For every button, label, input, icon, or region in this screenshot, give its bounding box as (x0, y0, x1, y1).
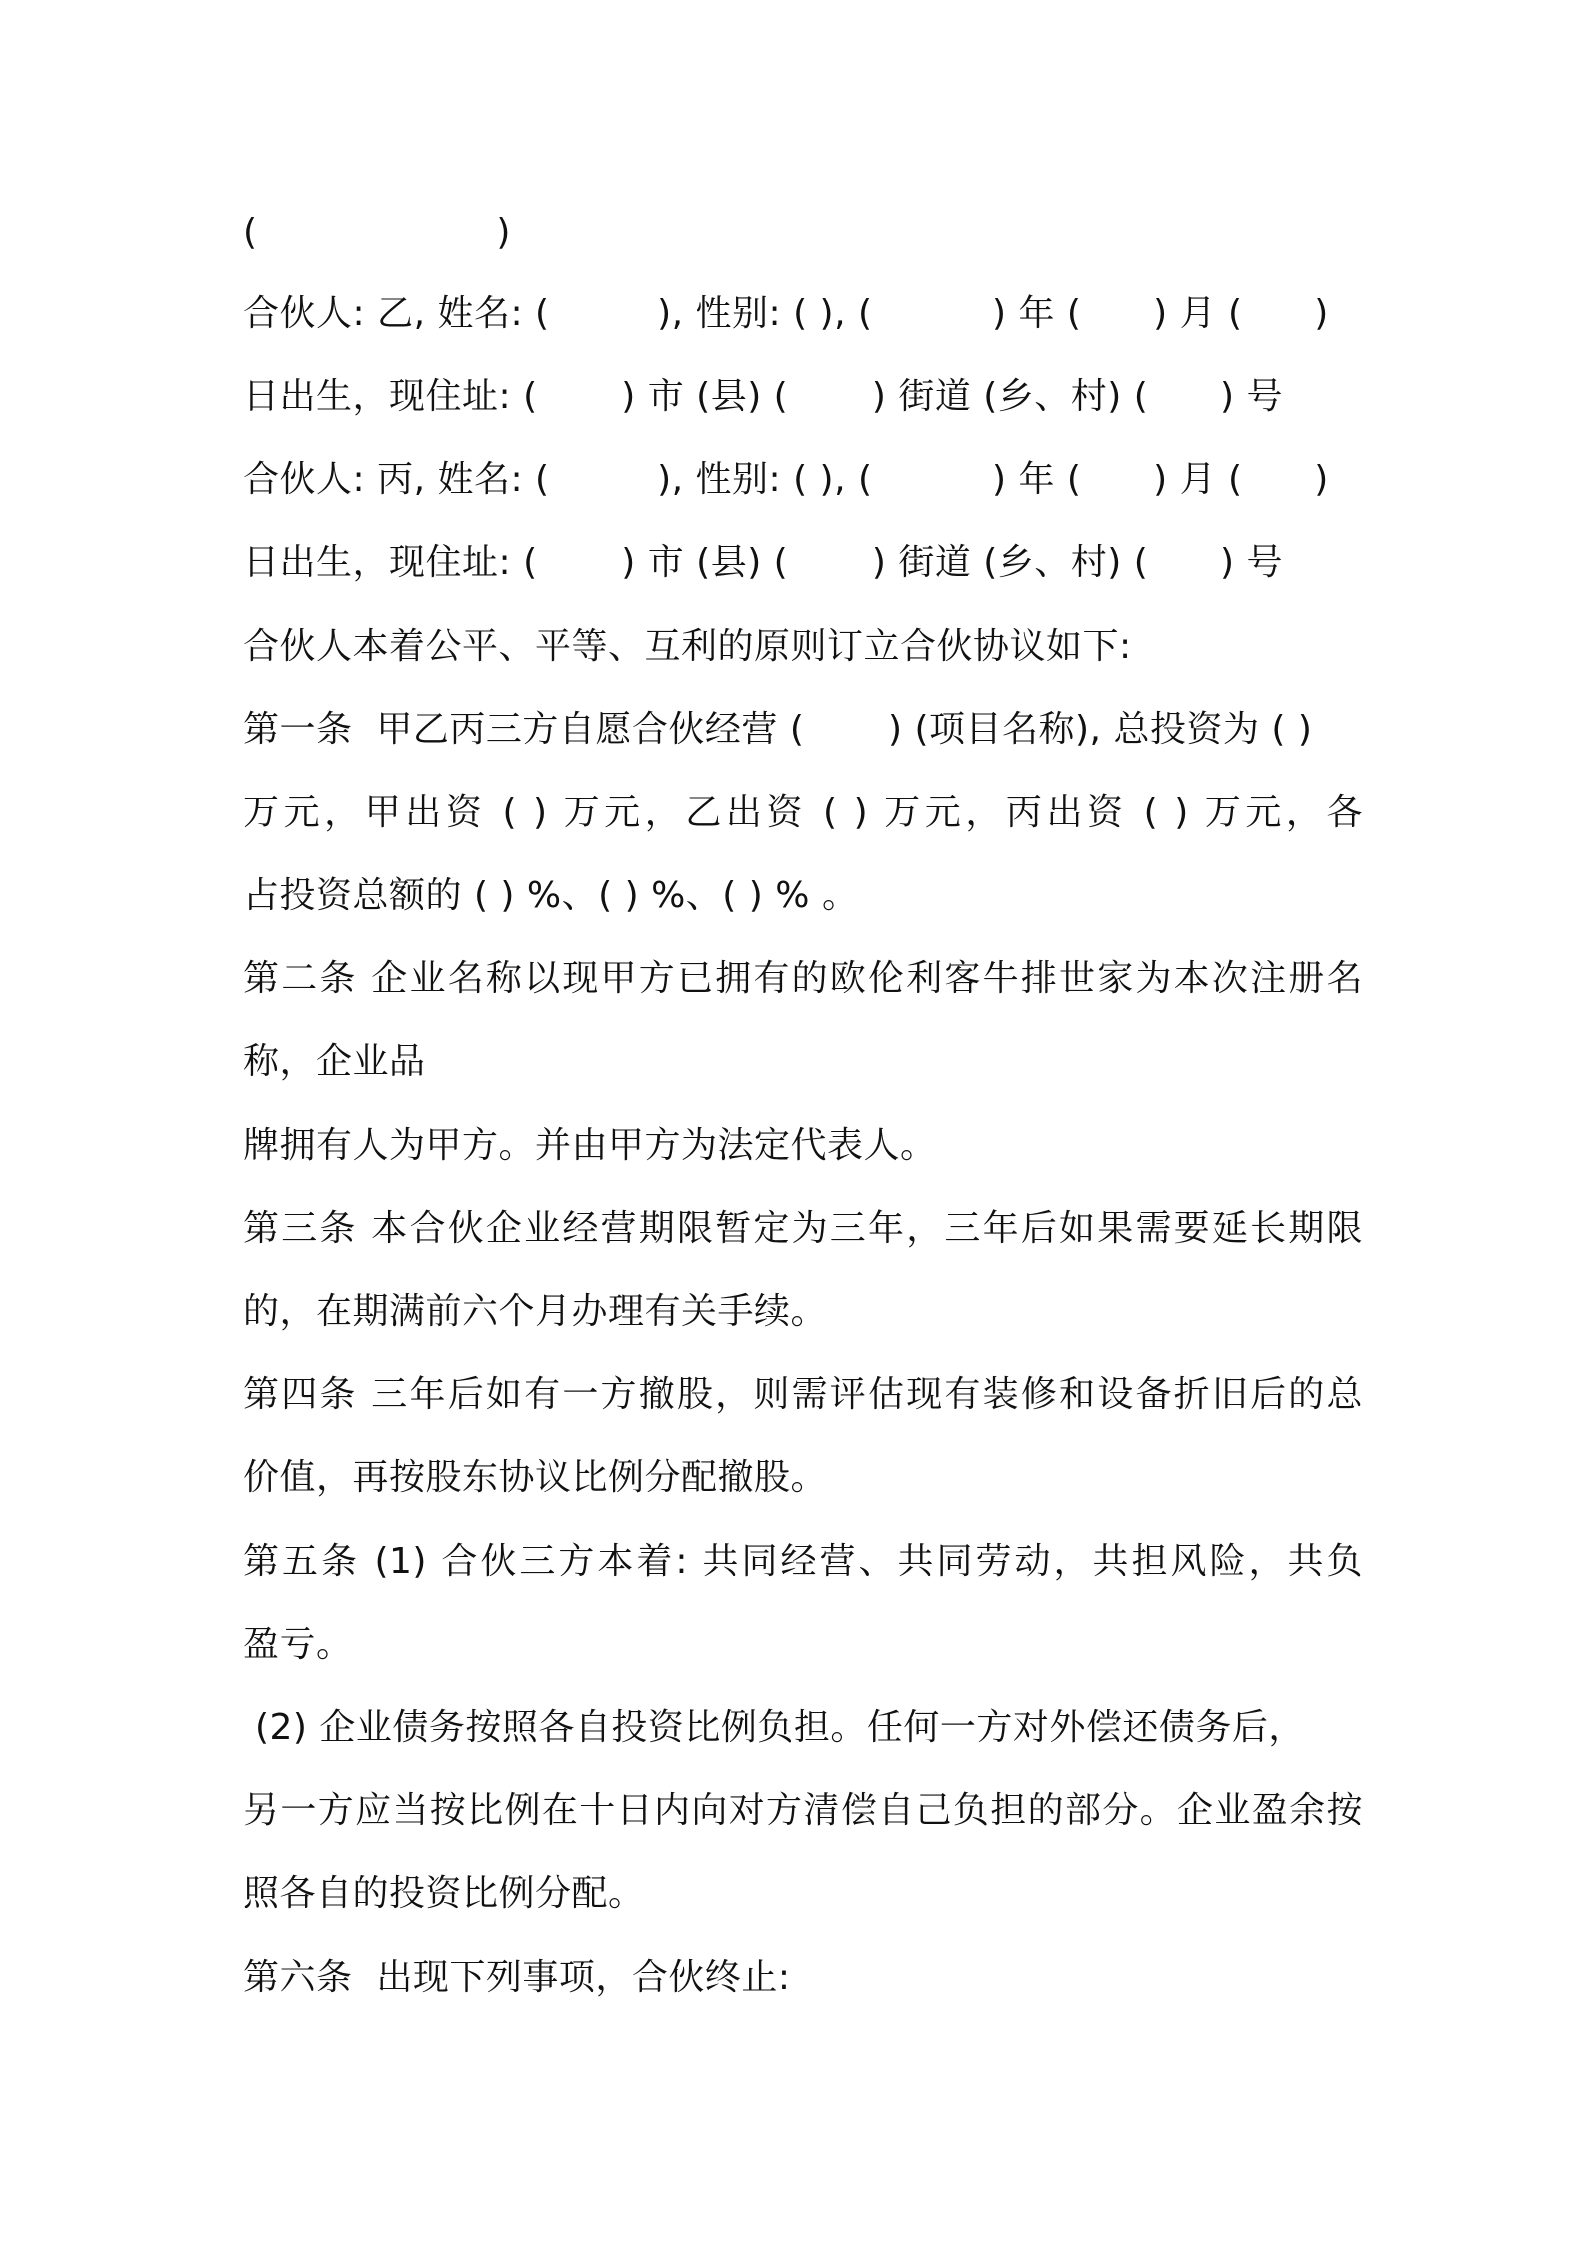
article-4-line-2: 价值，再按股东协议比例分配撤股。 (243, 1457, 828, 1498)
article-5-line-2: 盈亏。 (243, 1624, 353, 1665)
article-2-line-2: 称，企业品 (243, 1041, 426, 1082)
article-3-line-1: 第三条 本合伙企业经营期限暂定为三年，三年后如果需要延长期限 (243, 1208, 1363, 1249)
partner-b-info-line: 合伙人: 乙, 姓名: ( ), 性别: ( ), ( ) 年 ( ) 月 ( ) (243, 293, 1329, 334)
article-5-line-1: 第五条 (1) 合伙三方本着: 共同经营、共同劳动，共担风险，共负 (243, 1541, 1363, 1582)
article-5-clause-2-line-3: 照各自的投资比例分配。 (243, 1873, 645, 1914)
article-2-line-1: 第二条 企业名称以现甲方已拥有的欧伦利客牛排世家为本次注册名 (243, 958, 1363, 999)
article-4-line-1: 第四条 三年后如有一方撤股，则需评估现有装修和设备折旧后的总 (243, 1374, 1363, 1415)
partner-b-address-line: 日出生，现住址: ( ) 市 (县) ( ) 街道 (乡、村) ( ) 号 (243, 376, 1283, 417)
blank-paren-line: ( ) (243, 212, 511, 253)
article-2-line-3: 牌拥有人为甲方。并由甲方为法定代表人。 (243, 1125, 937, 1166)
article-5-clause-2-line-1: (2) 企业债务按照各自投资比例负担。任何一方对外偿还债务后， (243, 1707, 1305, 1748)
partner-c-address-line: 日出生，现住址: ( ) 市 (县) ( ) 街道 (乡、村) ( ) 号 (243, 542, 1283, 583)
article-1-line-3: 占投资总额的 ( ) %、( ) %、( ) % 。 (243, 875, 859, 916)
article-5-clause-2-line-2: 另一方应当按比例在十日内向对方清偿自己负担的部分。企业盈余按 (243, 1790, 1363, 1831)
partner-c-info-line: 合伙人: 丙, 姓名: ( ), 性别: ( ), ( ) 年 ( ) 月 ( ) (243, 459, 1329, 500)
article-1-line-2: 万元，甲出资 ( ) 万元，乙出资 ( ) 万元，丙出资 ( ) 万元，各 (243, 792, 1363, 833)
article-3-line-2: 的，在期满前六个月办理有关手续。 (243, 1291, 828, 1332)
article-1-line-1: 第一条 甲乙丙三方自愿合伙经营 ( ) (项目名称), 总投资为 ( ) (243, 709, 1313, 750)
agreement-intro-line: 合伙人本着公平、平等、互利的原则订立合伙协议如下: (243, 626, 1132, 667)
article-6-line-1: 第六条 出现下列事项，合伙终止: (243, 1957, 791, 1998)
